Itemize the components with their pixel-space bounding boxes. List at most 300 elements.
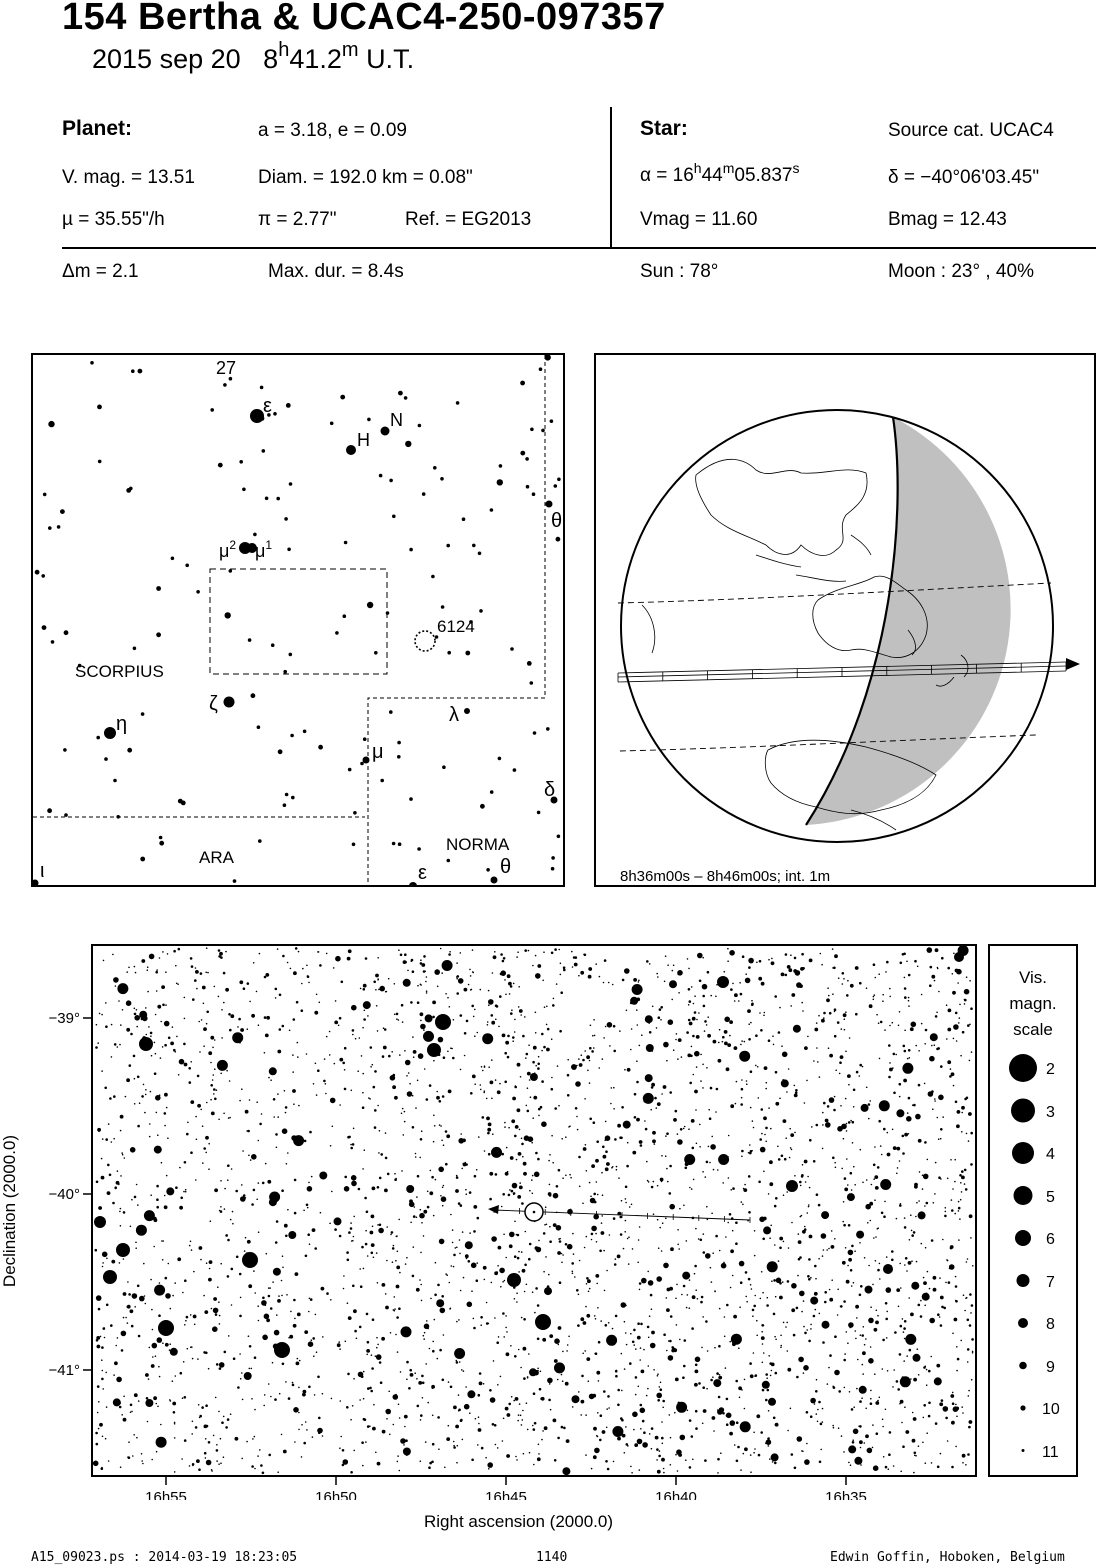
star-dot [654, 1097, 657, 1100]
star-dot [790, 1133, 794, 1137]
star-dot [904, 977, 906, 979]
star-dot [433, 1141, 435, 1143]
star-dot [494, 1424, 497, 1427]
star-dot [768, 1410, 770, 1412]
star-dot [874, 1175, 878, 1179]
star-dot [150, 1279, 152, 1281]
xtick-2: 16h50 [315, 1489, 357, 1500]
star-dot [518, 1271, 520, 1273]
star-dot [443, 1056, 446, 1059]
star-dot [484, 1279, 486, 1281]
star-dot [883, 1456, 885, 1458]
star-dot [787, 1430, 789, 1432]
star-dot [458, 1202, 461, 1205]
star-dot [153, 1396, 157, 1400]
star-dot [308, 982, 310, 984]
star-dot [889, 996, 891, 998]
star-dot [624, 1321, 626, 1323]
star-dot [143, 1263, 145, 1265]
star-dot [518, 1006, 520, 1008]
star-dot [248, 1284, 252, 1288]
star-dot [918, 1139, 922, 1143]
star-dot [592, 1394, 596, 1398]
star-dot [218, 463, 223, 468]
star-dot [344, 1176, 347, 1179]
star-dot [183, 1043, 186, 1046]
star-dot [293, 971, 297, 975]
star-dot [924, 1083, 926, 1085]
star-dot [449, 951, 451, 953]
star-dot [433, 1060, 435, 1062]
star-dot [924, 1305, 926, 1307]
star-dot [736, 1460, 739, 1463]
star-dot [145, 1373, 149, 1377]
ngc-cluster-symbol [415, 631, 435, 651]
star-dot [252, 1438, 254, 1440]
star-dot [873, 963, 876, 966]
star-dot [910, 1313, 914, 1317]
star-dot [660, 1382, 662, 1384]
star-dot [233, 1357, 236, 1360]
star-dot [599, 1250, 602, 1253]
star-dot [735, 1103, 737, 1105]
star-dot [568, 1126, 570, 1128]
star-dot [750, 1454, 752, 1456]
star-dot [958, 1239, 960, 1241]
star-dot [786, 1191, 788, 1193]
star-dot [265, 1034, 269, 1038]
star-dot [884, 1029, 886, 1031]
star-dot [105, 1002, 107, 1004]
star-dot [829, 1289, 831, 1291]
star-dot [113, 779, 117, 783]
star-dot [464, 1404, 470, 1410]
star-dot [928, 1091, 934, 1097]
star-dot [559, 1030, 562, 1033]
star-dot [715, 1235, 718, 1238]
star-dot [637, 1439, 643, 1445]
star-dot [461, 979, 463, 981]
star-dot [371, 1354, 373, 1356]
star-dot [491, 1014, 494, 1017]
star-dot [788, 1068, 790, 1070]
star-dot [709, 1162, 711, 1164]
star-dot [379, 1361, 382, 1364]
star-dot [637, 1322, 640, 1325]
star-dot [645, 1015, 653, 1023]
star-dot [542, 1430, 544, 1432]
label-mu-norma: μ [372, 741, 384, 763]
star-dot [918, 1084, 921, 1087]
star-dot [196, 590, 200, 594]
star-dot [834, 1238, 836, 1240]
star-dot [706, 1206, 708, 1208]
star-dot [134, 966, 136, 968]
star-dot [640, 1347, 642, 1349]
star-dot [285, 1235, 288, 1238]
star-dot [471, 989, 473, 991]
star-dot [35, 570, 40, 575]
star-dot [763, 1325, 765, 1327]
star-dot [640, 1144, 643, 1147]
star-dot [676, 1324, 678, 1326]
star-dot [774, 1244, 776, 1246]
star-dot [548, 1274, 550, 1276]
star-dot [940, 1296, 944, 1300]
star-dot [800, 1185, 802, 1187]
star-dot [268, 1287, 270, 1289]
star-dot [544, 1224, 546, 1226]
star-dot [962, 1031, 965, 1034]
star-dot [740, 1469, 742, 1471]
star-dot [951, 1466, 954, 1469]
star-dot [659, 1227, 661, 1229]
star-dot [692, 1035, 695, 1038]
star-dot [131, 1411, 133, 1413]
star-dot [615, 1375, 618, 1378]
star-dot [111, 1141, 113, 1143]
star-dot [209, 1268, 211, 1270]
star-dot [194, 1324, 196, 1326]
star-dot [854, 1250, 856, 1252]
star-dot [896, 1380, 899, 1383]
star-dot [834, 1008, 837, 1011]
star-dot [100, 1336, 102, 1338]
star-dot [190, 1314, 192, 1316]
star-dot [199, 1051, 201, 1053]
star-dot [460, 1290, 462, 1292]
star-dot [116, 1377, 122, 1383]
star-dot [828, 1367, 830, 1369]
star-dot [669, 1192, 672, 1195]
star-dot [469, 1191, 472, 1194]
star-dot [951, 1421, 955, 1425]
star-dot [372, 1226, 374, 1228]
star-dot [490, 1397, 496, 1403]
star-dot [702, 984, 708, 990]
star-dot [796, 1307, 799, 1310]
star-dot [904, 1264, 906, 1266]
star-dot [344, 1069, 346, 1071]
star-dot [729, 1213, 732, 1216]
star-dot [208, 1278, 212, 1282]
y-axis-label: Declination (2000.0) [0, 1134, 19, 1288]
star-dot [732, 1275, 734, 1277]
star-dot [966, 1133, 968, 1135]
star-dot [389, 1434, 391, 1436]
star-dot [420, 1419, 422, 1421]
star-dot [933, 1288, 937, 1292]
star-dot [809, 959, 813, 963]
star-dot [694, 1273, 696, 1275]
star-dot [708, 1109, 710, 1111]
star-dot [378, 1152, 380, 1154]
star-dot [814, 1028, 818, 1032]
star-dot [947, 1060, 951, 1064]
star-dot [460, 1133, 462, 1135]
star-dot [910, 1214, 912, 1216]
star-dot [956, 1040, 958, 1042]
star-dot [102, 1436, 104, 1438]
star-dot [661, 1458, 665, 1462]
star-dot [750, 1374, 754, 1378]
star-dot [640, 1408, 646, 1414]
star-dot [189, 1081, 192, 1084]
star-dot [559, 1240, 562, 1243]
star-dot [97, 1412, 99, 1414]
star-dot [160, 1057, 162, 1059]
star-dot [670, 1464, 672, 1466]
star-dot [764, 1066, 768, 1070]
star-dot [891, 1250, 894, 1253]
star-dot [434, 1319, 436, 1321]
star-dot [687, 1410, 689, 1412]
star-dot [330, 1098, 336, 1104]
star-dot [364, 1149, 366, 1151]
star-dot [922, 1188, 924, 1190]
star-dot [853, 1406, 855, 1408]
star-dot [360, 988, 362, 990]
star-dot [507, 1171, 509, 1173]
star-dot [424, 1068, 426, 1070]
label-zeta: ζ [209, 693, 218, 715]
star-dot [883, 1128, 886, 1131]
star-dot [152, 1329, 154, 1331]
star-dot [480, 989, 482, 991]
star-dot [132, 1455, 134, 1457]
star-dot [964, 1169, 967, 1172]
star-dot [675, 1110, 678, 1113]
star-dot [293, 1299, 296, 1302]
star-dot [423, 1029, 425, 1031]
star-dot [445, 1130, 448, 1133]
star-dot [482, 1116, 485, 1119]
star-dot [846, 1280, 850, 1284]
star-dot [286, 1163, 288, 1165]
star-dot [470, 1092, 473, 1095]
star-dot [279, 1393, 281, 1395]
star-dot [449, 1282, 451, 1284]
star-dot [162, 1259, 164, 1261]
star-dot [262, 449, 266, 453]
star-dot [652, 1006, 654, 1008]
star-dot [795, 1089, 798, 1092]
star-dot [519, 1182, 521, 1184]
star-dot [419, 1279, 421, 1281]
star-dot [279, 1028, 282, 1031]
star-dot [380, 779, 384, 783]
star-dot [567, 1344, 569, 1346]
star-dot [902, 1135, 905, 1138]
star-dot [326, 953, 328, 955]
target-star [533, 1211, 536, 1214]
star-dot [843, 1013, 847, 1017]
star-dot [160, 1021, 162, 1023]
star-dot [785, 1137, 787, 1139]
star-dot [206, 947, 208, 949]
star-dot [945, 1407, 948, 1410]
star-dot [710, 1379, 713, 1382]
star-dot [164, 1112, 167, 1115]
star-dot [540, 1371, 542, 1373]
star-dot [586, 1055, 590, 1059]
star-dot [529, 1079, 531, 1081]
star-dot [138, 369, 143, 374]
star-dot [588, 1380, 590, 1382]
star-dot [914, 1183, 918, 1187]
star-dot [119, 1044, 121, 1046]
star-dot [783, 1322, 785, 1324]
star-dot [970, 1312, 972, 1314]
star-dot [437, 986, 439, 988]
star-dot [726, 1423, 729, 1426]
star-dot [459, 1239, 461, 1241]
star-dot [657, 1185, 659, 1187]
star-dot [421, 1222, 423, 1224]
star-dot [662, 1443, 664, 1445]
star-dot [488, 1004, 490, 1006]
star-dot [208, 1143, 210, 1145]
star-dot [489, 1198, 492, 1201]
star-dot [258, 1140, 260, 1142]
star-dot [138, 1400, 140, 1402]
star-dot [264, 1016, 267, 1019]
star-dot [375, 989, 377, 991]
star-dot [843, 1201, 845, 1203]
star-dot [362, 1106, 365, 1109]
star-dot [760, 1029, 763, 1032]
star-dot [170, 1042, 174, 1046]
star-dot [139, 1296, 145, 1302]
star-dot [824, 1291, 827, 1294]
star-dot [382, 1283, 386, 1287]
star-dot [264, 1314, 270, 1320]
star-dot [448, 953, 451, 956]
star-dot [392, 1085, 396, 1089]
star-dot [135, 972, 137, 974]
legend-labels [1042, 1061, 1060, 1461]
star-dot [825, 1122, 831, 1128]
star-dot [528, 1136, 534, 1142]
legend-label-6: 6 [1046, 1231, 1055, 1248]
star-dot [607, 1022, 613, 1028]
star-dot [456, 992, 459, 995]
star-dot [537, 1338, 540, 1341]
star-dot [128, 1441, 130, 1443]
star-dot [136, 1026, 138, 1028]
globe-caption: 8h36m00s – 8h46m00s; int. 1m [620, 868, 831, 885]
event-minute: 41.2 [289, 44, 342, 74]
star-dot [656, 1459, 658, 1461]
star-dot [625, 1220, 627, 1222]
star-dot [377, 1030, 379, 1032]
star-dot [633, 978, 637, 982]
star-dot [605, 1324, 608, 1327]
star-dot [946, 1004, 948, 1006]
star-dot [348, 1136, 351, 1139]
star-dot [576, 1116, 578, 1118]
star-dot [940, 1178, 942, 1180]
star-dot [541, 1121, 547, 1127]
star-dot [621, 1200, 623, 1202]
star-dot [952, 1392, 954, 1394]
star-dot [633, 1344, 635, 1346]
star-dot [474, 1035, 476, 1037]
star-dot [700, 1301, 703, 1304]
star-dot [874, 1328, 878, 1332]
star-dot [402, 1108, 404, 1110]
star-dot [899, 1115, 902, 1118]
star-dot [863, 1326, 865, 1328]
star-dot [613, 1461, 615, 1463]
star-dot [501, 1206, 503, 1208]
star-dot [554, 1459, 557, 1462]
star-dot [324, 1058, 326, 1060]
star-dot [748, 1023, 750, 1025]
star-dot [535, 1314, 551, 1330]
star-dot [365, 1441, 367, 1443]
star-dot [971, 1338, 974, 1341]
star-dot [522, 1156, 524, 1158]
star-dot [908, 1000, 910, 1002]
star-dot [339, 1235, 342, 1238]
star-dot [541, 429, 545, 433]
star-dot [953, 1085, 955, 1087]
star-dot [844, 1029, 846, 1031]
star-dot [937, 1466, 940, 1469]
star-dot [740, 1281, 743, 1284]
star-dot [514, 1031, 516, 1033]
star-dot [802, 1230, 806, 1234]
star-dot [855, 1013, 858, 1016]
star-dot [968, 1140, 970, 1142]
star-dot [755, 1034, 758, 1037]
star-dot [227, 1164, 230, 1167]
star-dot [372, 1187, 376, 1191]
star-dot [426, 992, 428, 994]
star-dot [971, 1379, 973, 1381]
star-dot [450, 1386, 453, 1389]
star-dot [362, 1465, 364, 1467]
star-dot [404, 1050, 406, 1052]
star-dot [504, 979, 506, 981]
star-dot [882, 1339, 885, 1342]
star-dot [296, 1001, 299, 1004]
star-dot [874, 994, 876, 996]
star-dot [639, 1469, 641, 1471]
star-dot [624, 1069, 626, 1071]
star-dot [550, 1409, 552, 1411]
star-dot [276, 497, 280, 501]
star-dot [558, 1344, 560, 1346]
star-dot [441, 1196, 447, 1202]
star-dot [106, 1258, 108, 1260]
star-h-sco [346, 445, 356, 455]
star-dot [704, 1020, 707, 1023]
star-dot [111, 1024, 113, 1026]
star-dot [450, 1308, 452, 1310]
star-dot [903, 1079, 907, 1083]
star-dot [651, 1427, 654, 1430]
star-dot [644, 1120, 646, 1122]
star-dot [247, 1130, 250, 1133]
star-dot [656, 1448, 659, 1451]
star-dot [768, 1193, 770, 1195]
star-dot [922, 1442, 924, 1444]
star-dot [732, 1230, 734, 1232]
star-dot [306, 1429, 308, 1431]
star-dot [367, 1387, 370, 1390]
